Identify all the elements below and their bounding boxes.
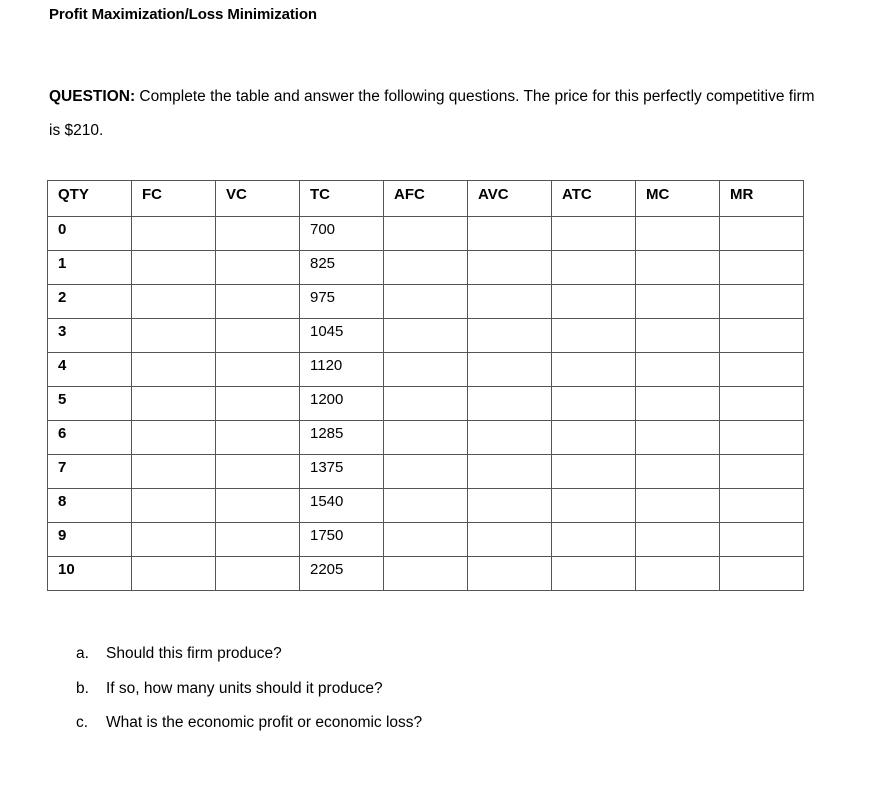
cell-qty: 5 — [48, 387, 132, 421]
cell-fc[interactable] — [132, 421, 216, 455]
header-atc: ATC — [552, 181, 636, 217]
cell-avc[interactable] — [468, 251, 552, 285]
cell-tc: 975 — [300, 285, 384, 319]
cell-afc[interactable] — [384, 353, 468, 387]
cell-qty: 1 — [48, 251, 132, 285]
table-row — [48, 455, 804, 489]
cell-avc[interactable] — [468, 455, 552, 489]
table-header-row — [48, 181, 804, 217]
cell-avc[interactable] — [468, 217, 552, 251]
cell-avc[interactable] — [468, 557, 552, 591]
table-row — [48, 523, 804, 557]
cell-afc[interactable] — [384, 319, 468, 353]
cell-vc[interactable] — [216, 387, 300, 421]
cell-atc[interactable] — [552, 353, 636, 387]
header-avc: AVC — [468, 181, 552, 217]
cell-mr[interactable] — [720, 557, 804, 591]
cell-afc[interactable] — [384, 523, 468, 557]
table-row — [48, 421, 804, 455]
cell-vc[interactable] — [216, 523, 300, 557]
cell-atc[interactable] — [552, 285, 636, 319]
cell-afc[interactable] — [384, 455, 468, 489]
sub-question-text: If so, how many units should it produce? — [106, 679, 383, 697]
cell-mc[interactable] — [636, 489, 720, 523]
cell-mc[interactable] — [636, 557, 720, 591]
cell-fc[interactable] — [132, 353, 216, 387]
sub-question-letter: c. — [76, 714, 89, 731]
cell-tc: 1200 — [300, 387, 384, 421]
cell-mr[interactable] — [720, 217, 804, 251]
table-row — [48, 319, 804, 353]
cell-vc[interactable] — [216, 489, 300, 523]
table-row — [48, 285, 804, 319]
sub-question-text: What is the economic profit or economic loss? — [106, 714, 423, 731]
table-row — [48, 217, 804, 251]
cell-atc[interactable] — [552, 421, 636, 455]
cell-mc[interactable] — [636, 455, 720, 489]
cell-atc[interactable] — [552, 557, 636, 591]
table-row — [48, 353, 804, 387]
cell-vc[interactable] — [216, 421, 300, 455]
cell-mr[interactable] — [720, 353, 804, 387]
table-row — [48, 489, 804, 523]
cell-mc[interactable] — [636, 421, 720, 455]
cell-afc[interactable] — [384, 489, 468, 523]
cell-atc[interactable] — [552, 319, 636, 353]
sub-question-letter: a. — [76, 645, 89, 662]
cell-fc[interactable] — [132, 523, 216, 557]
cell-qty: 4 — [48, 353, 132, 387]
cell-mc[interactable] — [636, 251, 720, 285]
table-row — [48, 251, 804, 285]
cell-atc[interactable] — [552, 251, 636, 285]
header-qty: QTY — [48, 181, 132, 217]
cell-mr[interactable] — [720, 523, 804, 557]
sub-question — [76, 706, 422, 741]
cell-afc[interactable] — [384, 557, 468, 591]
cell-mc[interactable] — [636, 387, 720, 421]
cell-avc[interactable] — [468, 489, 552, 523]
header-mc: MC — [636, 181, 720, 217]
cell-mc[interactable] — [636, 353, 720, 387]
cell-afc[interactable] — [384, 285, 468, 319]
cell-avc[interactable] — [468, 421, 552, 455]
cell-vc[interactable] — [216, 319, 300, 353]
cell-tc: 700 — [300, 217, 384, 251]
cell-atc[interactable] — [552, 455, 636, 489]
sub-question — [76, 672, 422, 707]
cell-fc[interactable] — [132, 557, 216, 591]
table-row — [48, 387, 804, 421]
cell-fc[interactable] — [132, 251, 216, 285]
cell-fc[interactable] — [132, 319, 216, 353]
sub-question — [76, 637, 422, 672]
cell-mr[interactable] — [720, 455, 804, 489]
cell-mc[interactable] — [636, 217, 720, 251]
cost-table — [47, 180, 804, 591]
header-afc: AFC — [384, 181, 468, 217]
cell-mr[interactable] — [720, 421, 804, 455]
cell-qty: 2 — [48, 285, 132, 319]
cell-atc[interactable] — [552, 387, 636, 421]
page-title: Profit Maximization/Loss Minimization — [49, 6, 317, 23]
cell-mr[interactable] — [720, 285, 804, 319]
cell-mr[interactable] — [720, 319, 804, 353]
cell-qty: 0 — [48, 217, 132, 251]
cell-atc[interactable] — [552, 217, 636, 251]
cell-afc[interactable] — [384, 217, 468, 251]
sub-questions-list — [76, 637, 422, 741]
sub-question-text: Should this firm produce? — [106, 645, 282, 662]
cell-vc[interactable] — [216, 353, 300, 387]
cell-mr[interactable] — [720, 387, 804, 421]
cell-tc: 1375 — [300, 455, 384, 489]
cell-vc[interactable] — [216, 455, 300, 489]
cell-avc[interactable] — [468, 285, 552, 319]
table-row — [48, 557, 804, 591]
cell-mc[interactable] — [636, 319, 720, 353]
cell-afc[interactable] — [384, 387, 468, 421]
cell-qty: 6 — [48, 421, 132, 455]
cell-avc[interactable] — [468, 523, 552, 557]
cell-tc: 825 — [300, 251, 384, 285]
header-fc: FC — [132, 181, 216, 217]
sub-question-letter: b. — [76, 679, 89, 697]
question-text: Complete the table and answer the following questions. The price for this perfectly competitive firm is $210. — [49, 88, 815, 139]
cell-fc[interactable] — [132, 217, 216, 251]
header-tc: TC — [300, 181, 384, 217]
cell-avc[interactable] — [468, 319, 552, 353]
header-vc: VC — [216, 181, 300, 217]
cell-afc[interactable] — [384, 421, 468, 455]
cell-vc[interactable] — [216, 251, 300, 285]
question-paragraph — [49, 80, 829, 148]
cell-atc[interactable] — [552, 489, 636, 523]
cell-fc[interactable] — [132, 489, 216, 523]
cell-tc: 1750 — [300, 523, 384, 557]
cell-fc[interactable] — [132, 455, 216, 489]
cell-mr[interactable] — [720, 489, 804, 523]
cell-mr[interactable] — [720, 251, 804, 285]
cell-tc: 1045 — [300, 319, 384, 353]
cell-qty: 10 — [48, 557, 132, 591]
question-label: QUESTION: — [49, 88, 136, 105]
cell-tc: 2205 — [300, 557, 384, 591]
cell-qty: 3 — [48, 319, 132, 353]
cell-tc: 1540 — [300, 489, 384, 523]
cell-mc[interactable] — [636, 523, 720, 557]
cell-afc[interactable] — [384, 251, 468, 285]
cell-fc[interactable] — [132, 387, 216, 421]
cell-avc[interactable] — [468, 387, 552, 421]
cell-vc[interactable] — [216, 217, 300, 251]
cell-atc[interactable] — [552, 523, 636, 557]
cell-avc[interactable] — [468, 353, 552, 387]
cell-tc: 1285 — [300, 421, 384, 455]
cell-qty: 8 — [48, 489, 132, 523]
cell-vc[interactable] — [216, 557, 300, 591]
cell-tc: 1120 — [300, 353, 384, 387]
cell-qty: 9 — [48, 523, 132, 557]
cell-vc[interactable] — [216, 285, 300, 319]
cell-qty: 7 — [48, 455, 132, 489]
cell-mc[interactable] — [636, 285, 720, 319]
cell-fc[interactable] — [132, 285, 216, 319]
header-mr: MR — [720, 181, 804, 217]
